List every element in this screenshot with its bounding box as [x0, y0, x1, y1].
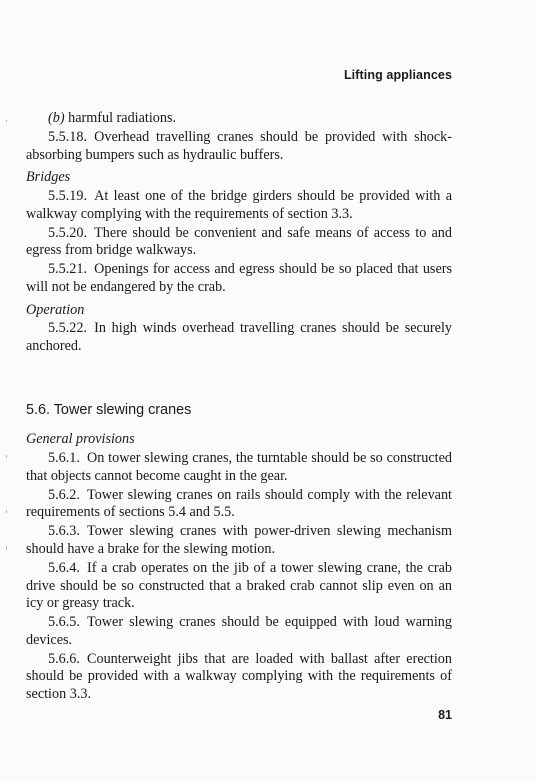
subheading: General provisions: [26, 431, 135, 448]
subheading: Bridges: [26, 169, 71, 186]
paragraph: [26, 614, 452, 649]
paragraph-number: 5.6.5.: [48, 614, 80, 631]
paragraph-number: 5.6.4.: [48, 559, 80, 576]
body-text: [26, 110, 452, 705]
continuation-text: [26, 110, 452, 128]
subheading: Operation: [26, 301, 85, 318]
continuation-body: harmful radiations.: [68, 110, 177, 126]
paragraph-text: Overhead travelling cranes should be provided with shock-absorbing bumpers such as hydraulic buffers.: [26, 128, 452, 163]
paragraph: [26, 651, 452, 704]
paragraph-text: Openings for access and egress should be so placed that users will not be endangered by the crab.: [26, 261, 452, 295]
paragraph: [26, 129, 452, 164]
paragraph-number: 5.5.21.: [48, 261, 88, 278]
paragraph: [26, 450, 452, 485]
paragraph-text: At least one of the bridge girders should be provided with a walkway complying with the requirements of section 3.3.: [26, 188, 452, 222]
book-page: [26, 0, 452, 782]
paragraph-text: If a crab operates on the jib of a tower slewing crane, the crab drive should be so constructed that a braked crab cannot slip even on an icy or greasy track.: [26, 559, 452, 612]
paragraph: [26, 188, 452, 223]
paragraph-number: 5.5.22.: [48, 320, 88, 337]
page-edge-shadow: [6, 455, 7, 458]
paragraph-number: 5.6.1.: [48, 450, 80, 467]
section-heading: 5.6. Tower slewing cranes: [26, 401, 192, 418]
paragraph: [26, 261, 452, 296]
paragraph-text: Tower slewing cranes on rails should comply with the relevant requirements of sections 5.4 and 5.5.: [26, 486, 452, 521]
paragraph-number: 5.6.6.: [48, 650, 80, 667]
paragraph: [26, 225, 452, 260]
paragraph-text: Tower slewing cranes should be equipped with loud warning devices.: [26, 614, 452, 648]
paragraph: [26, 487, 452, 522]
paragraph: [26, 320, 452, 355]
paragraph-text: On tower slewing cranes, the turntable should be so constructed that objects cannot become caught in the gear.: [26, 450, 452, 484]
paragraph-number: 5.5.19.: [48, 188, 88, 205]
paragraph-number: 5.5.20.: [48, 224, 88, 241]
paragraph-number: 5.6.3.: [48, 523, 80, 540]
paragraph-text: Tower slewing cranes with power-driven slewing mechanism should have a brake for the slewing motion.: [26, 523, 452, 557]
paragraph-number: 5.6.2.: [48, 486, 80, 503]
page-edge-shadow: [6, 120, 7, 122]
paragraph: [26, 560, 452, 613]
paragraph-text: There should be convenient and safe means of access to and egress from bridge walkways.: [26, 224, 452, 259]
paragraph-text: Counterweight jibs that are loaded with ballast after erection should be provided with a walkway complying with the requirements of section 3.3.: [26, 650, 452, 702]
page-edge-shadow: [6, 510, 7, 513]
list-label: (b): [48, 110, 65, 126]
page-edge-shadow: [6, 546, 7, 550]
paragraph-number: 5.5.18.: [48, 128, 88, 145]
running-head: Lifting appliances: [343, 68, 452, 82]
paragraph: [26, 523, 452, 558]
page-number: 81: [438, 708, 452, 722]
paragraph-text: In high winds overhead travelling cranes should be securely anchored.: [26, 320, 452, 355]
